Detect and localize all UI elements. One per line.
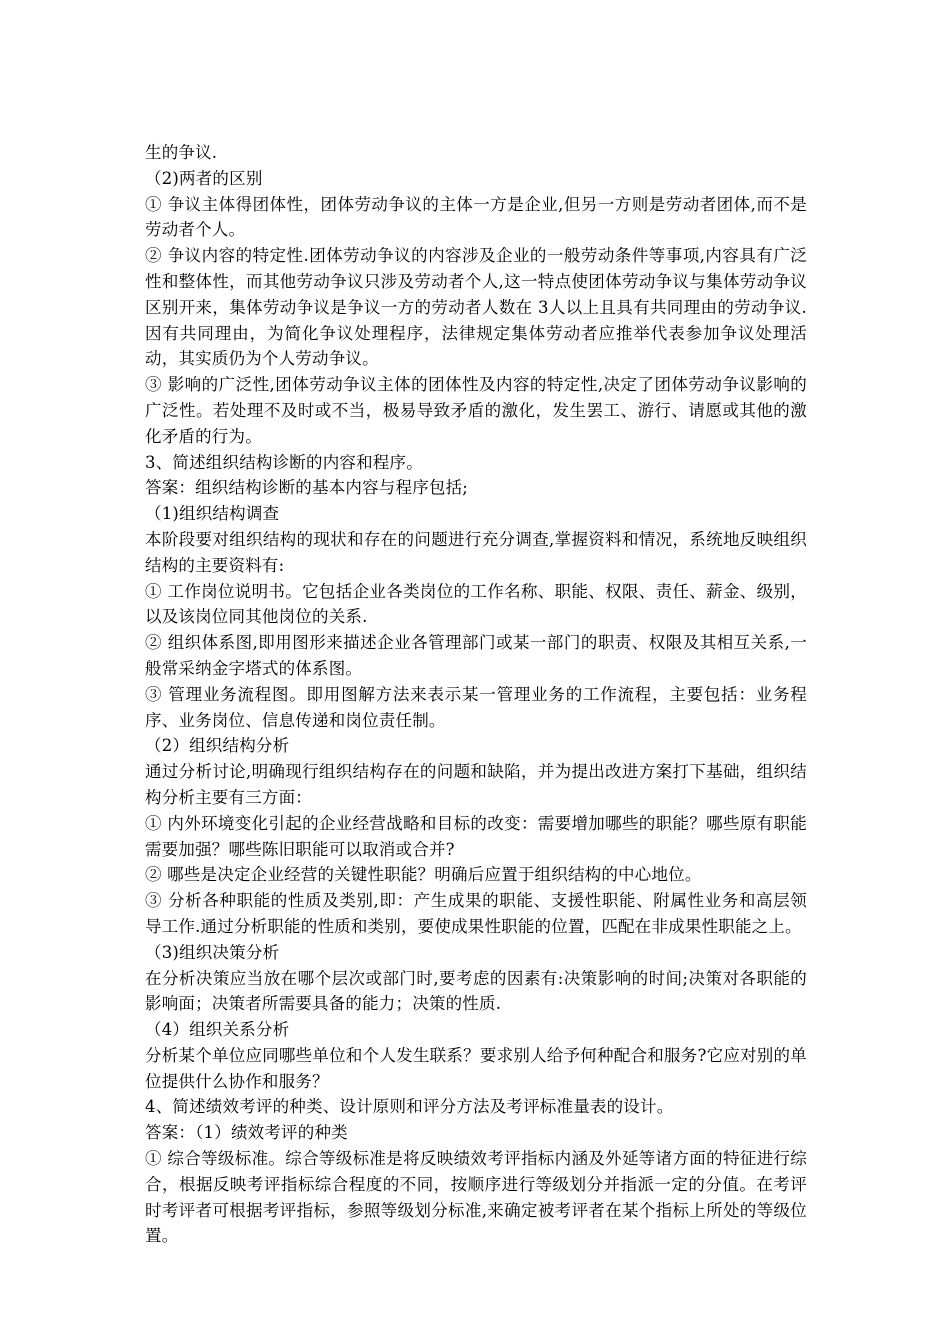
section-heading: 3、简述组织结构诊断的内容和程序。	[145, 452, 423, 472]
sub-heading: （2）组织结构分析	[145, 736, 290, 756]
section-heading: 4、简述绩效考评的种类、设计原则和评分方法及考评标准量表的设计。	[145, 1097, 674, 1117]
paragraph: 在分析决策应当放在哪个层次或部门时,要考虑的因素有:决策影响的时间;决策对各职能的影响面；决策者所需要具备的能力；决策的性质.	[145, 968, 807, 1014]
paragraph: （2)两者的区别	[145, 168, 263, 188]
paragraph: 通过分析讨论,明确现行组织结构存在的问题和缺陷，并为提出改进方案打下基础，组织结构分析主要有三方面：	[145, 762, 807, 807]
paragraph: 分析某个单位应同哪些单位和个人发生联系？要求别人给予何种配合和服务?它应对别的单位提供什么协作和服务？	[145, 1045, 807, 1091]
paragraph: 本阶段要对组织结构的现状和存在的问题进行充分调查,掌握资料和情况，系统地反映组织结构的主要资料有:	[145, 529, 807, 575]
paragraph: 生的争议.	[145, 143, 218, 162]
paragraph: ① 综合等级标准。综合等级标准是将反映绩效考评指标内涵及外延等诸方面的特征进行综合，根据反映考评指标综合程度的不同，按顺序进行等级划分并指派一定的分值。在考评时考评者可根据考评指标，参照等级划分标准,来确定被考评者在某个指标上所处的等级位置。	[145, 1149, 807, 1246]
paragraph: ① 工作岗位说明书。它包括企业各类岗位的工作名称、职能、权限、责任、薪金、级别，以及该岗位同其他岗位的关系.	[145, 581, 807, 627]
paragraph: 答案：组织结构诊断的基本内容与程序包括;	[145, 478, 469, 498]
paragraph: ① 争议主体得团体性，团体劳动争议的主体一方是企业,但另一方则是劳动者团体,而不是劳动者个人。	[145, 194, 807, 240]
paragraph: ③ 影响的广泛性,团体劳动争议主体的团体性及内容的特定性,决定了团体劳动争议影响的广泛性。若处理不及时或不当，极易导致矛盾的激化，发生罢工、游行、请愿或其他的激化矛盾的行为。	[145, 375, 807, 446]
paragraph: ① 内外环境变化引起的企业经营战略和目标的改变：需要增加哪些的职能？哪些原有职能需要加强？哪些陈旧职能可以取消或合并?	[145, 813, 807, 859]
sub-heading: （4）组织关系分析	[145, 1020, 290, 1040]
paragraph: ② 组织体系图,即用图形来描述企业各管理部门或某一部门的职责、权限及其相互关系,一般常采纳金字塔式的体系图。	[145, 633, 807, 678]
paragraph: ② 哪些是决定企业经营的关键性职能？明确后应置于组织结构的中心地位。	[145, 865, 702, 885]
paragraph: ③ 管理业务流程图。即用图解方法来表示某一管理业务的工作流程，主要包括：业务程序、业务岗位、信息传递和岗位责任制。	[145, 684, 807, 730]
sub-heading: （3)组织决策分析	[145, 942, 280, 962]
sub-heading: （1)组织结构调查	[145, 504, 280, 524]
paragraph: ③ 分析各种职能的性质及类别,即：产生成果的职能、支援性职能、附属性业务和高层领导工作.通过分析职能的性质和类别，要使成果性职能的位置，匹配在非成果性职能之上。	[145, 891, 807, 936]
paragraph: ② 争议内容的特定性.团体劳动争议的内容涉及企业的一般劳动条件等事项,内容具有广泛性和整体性，而其他劳动争议只涉及劳动者个人,这一特点使团体劳动争议与集体劳动争议区别开来，集体劳动争议是争议一方的劳动者人数在 3人以上且具有共同理由的劳动争议.因有共同理由，为简化争议处理程序，法律规定集体劳动者应推举代表参加争议处理活动，其实质仍为个人劳动争议。	[145, 246, 807, 369]
document-page	[145, 140, 807, 1249]
paragraph: 答案：（1）绩效考评的种类	[145, 1123, 348, 1143]
